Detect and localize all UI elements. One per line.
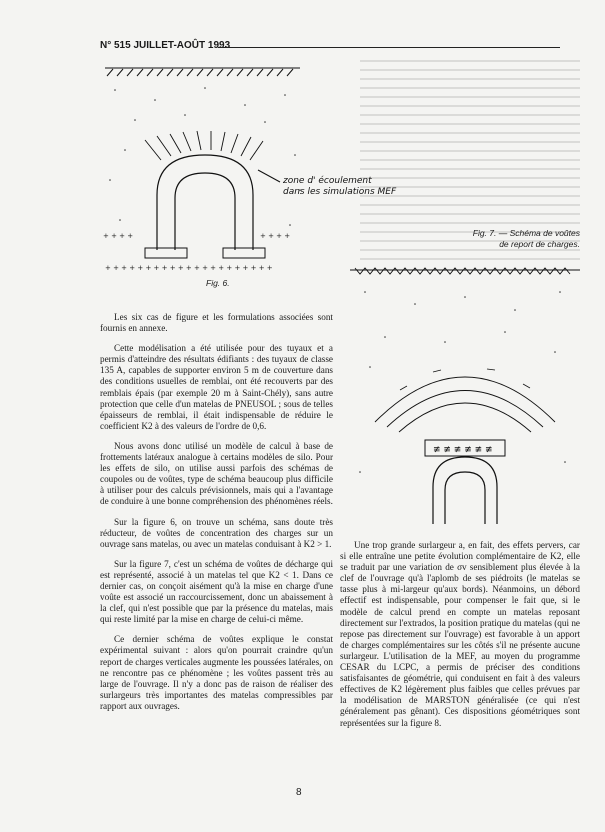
figure-6-caption: Fig. 6.: [206, 278, 230, 288]
page-number: 8: [296, 787, 302, 798]
ground-surface: [350, 268, 580, 274]
arch-inner: [445, 472, 485, 524]
discharge-arches: [375, 377, 555, 432]
base-crosses: [103, 232, 290, 272]
figure-7-caption-line-1: Fig. 7. — Schéma de voûtes: [472, 228, 580, 238]
arch-outer: [433, 457, 497, 524]
svg-text:+ + + +: + + + +: [260, 232, 291, 240]
ground-surface: [105, 68, 300, 76]
paragraph-2: Cette modélisation a été utilisée pour des tuyaux et a permis d'atteindre des résultats édifiants : des tuyaux de classe 135 A, capables de supporter environ 5 m de couverture dans des conditions usuelles de remblai, ont été recouverts par des remblais épais (par exemple 20 m à Saint-Chély), sans autre protection que celle d'un matelas de PNEUSOL ; sous de telles épaisseurs de remblai, il était indispensable de réduire le coefficient K2 à des valeurs de l'ordre de 0,6.: [100, 343, 333, 431]
issue-label: N° 515 JUILLET-AOÛT 1993: [100, 40, 231, 51]
annotation-leader: [258, 170, 280, 182]
annotation-line-1: zone d' écoulement: [283, 176, 372, 186]
paragraph-3: Nous avons donc utilisé un modèle de calcul à base de frottements latéraux analogue à certains modèles de silo. Pour les effets de silo, on utilise aussi parfois des schémas de coupoles ou de voûtes, type de schéma beaucoup plus difficile à utiliser pour des calculs prévisionnels, mais qui a l'avantage de conduire à une bonne compréhension des phénomènes réels.: [100, 440, 333, 507]
footing-left: [145, 248, 187, 258]
svg-text:≢ ≢ ≢ ≢ ≢ ≢: ≢ ≢ ≢ ≢ ≢ ≢: [433, 445, 493, 455]
figure-7-diagram: [345, 262, 585, 532]
right-column: [340, 540, 580, 738]
footing-right: [223, 248, 265, 258]
mat-symbols: [433, 445, 493, 455]
arch-inner: [175, 173, 235, 250]
figure-7-caption: [440, 228, 580, 250]
figure-7-caption-line-2: de report de charges.: [499, 239, 580, 249]
fill-dots: [109, 87, 301, 226]
paragraph-6: Ce dernier schéma de voûtes explique le constat expérimental suivant : alors qu'on pourrait craindre qu'un report de charges verticales augmente les poussées latérales, on ne rencontre pas ce phénomène ; les voûtes passent très au large de l'ouvrage. Il n'y a donc pas de raison de réaliser des surlargeurs très importantes des matelas compressibles par rapport aux ouvrages.: [100, 634, 333, 711]
paragraph-1: Les six cas de figure et les formulations associées sont fournis en annexe.: [100, 312, 333, 334]
load-arrows: [145, 131, 263, 160]
annotation-line-2: dans les simulations MEF: [283, 187, 397, 197]
header-rule: [218, 47, 560, 48]
paragraph-4: Sur la figure 6, on trouve un schéma, sans doute très réducteur, de voûtes de concentration des charges sur un ouvrage sans matelas, ou avec un matelas conduisant à K2 > 1.: [100, 516, 333, 549]
page-header: [100, 40, 560, 54]
svg-text:+ + + + + + + + + +: + + + + + + + + + + + + + + + + + + + + +: [105, 264, 273, 272]
left-column: [100, 312, 333, 721]
arch-outer: [157, 155, 253, 250]
figure-6-diagram: [95, 60, 435, 295]
svg-text:+ + + +: + + + +: [103, 232, 134, 240]
arch-arrows: [400, 369, 530, 390]
paragraph-7: Une trop grande surlargeur a, en fait, des effets pervers, car si elle entraîne une petite évolution complémentaire de K2, elle se traduit par une variation de σv sensiblement plus élevée à la clef de l'ouvrage qu'à l'aplomb de ses piédroits (le matelas se tasse plus à mi-largeur qu'aux bords). Néanmoins, un débord effectif est indispensable, pour compenser le fait que, si le modèle de calcul prend en compte un matelas reposant directement sur l'extrados, la position pratique du matelas (qui ne repose pas directement sur l'ouvrage) est favorable à un apport de charges complémentaires sur les côtés s'il ne présente aucune surlargeur. L'utilisation de la MEF, au moyen du programme CESAR du LCPC, a permis de préciser des conditions satisfaisantes de géométrie, qui conduisent en fait à des valeurs effectives de K2 légèrement plus faibles que celles prévues par la modélisation de MARSTON généralisée (ce qui n'est généralement pas gênant). Ces dispositions géométriques sont représentées sur la figure 8.: [340, 540, 580, 728]
paragraph-5: Sur la figure 7, c'est un schéma de voûtes de décharge qui est représenté, associé à un matelas tel que K2 < 1. Dans ce dernier cas, on conçoit aisément qu'à la mise en charge d'une voûte est associé un raccourcissement, donc un abaissement à la clef, qui n'est possible que par la présence du matelas, mais qui reste limité par la mise en charge de celui-ci même.: [100, 558, 333, 625]
